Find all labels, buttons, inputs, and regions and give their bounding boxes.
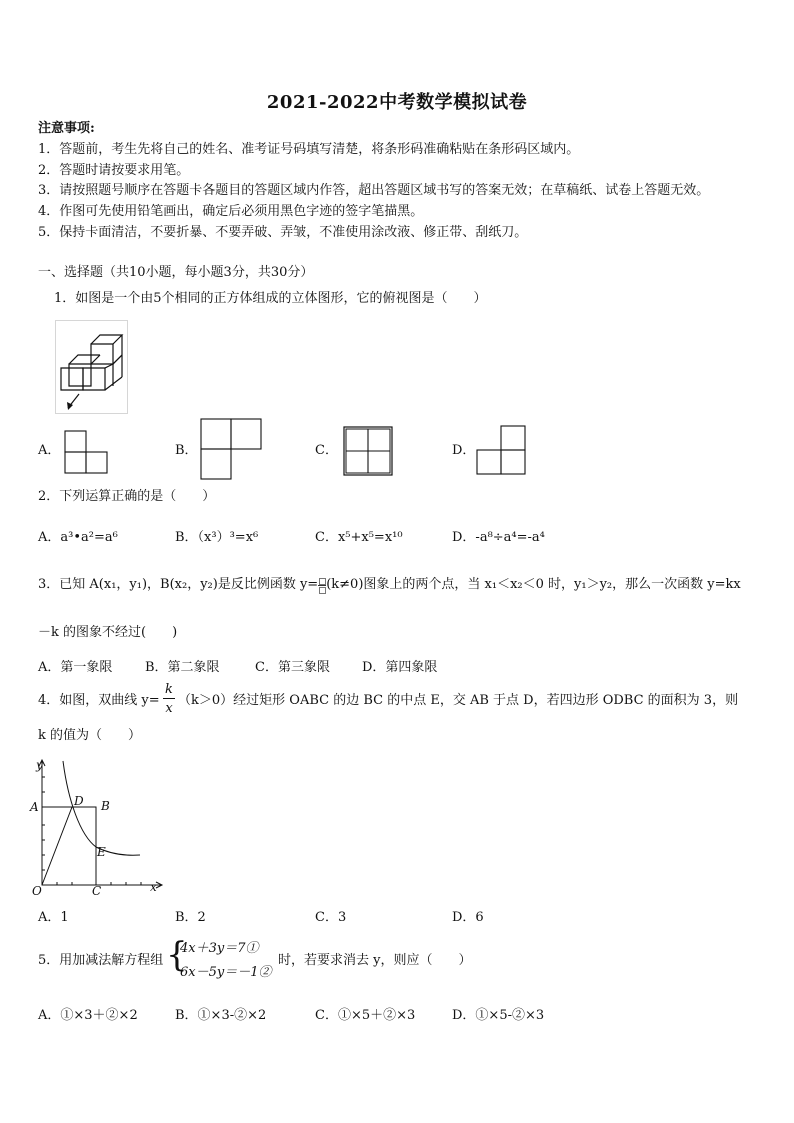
fraction-numerator: k xyxy=(165,682,173,697)
fraction-bar xyxy=(163,698,175,699)
question-2-stem: 2．下列运算正确的是（ ） xyxy=(38,489,216,504)
hyperbola-rectangle-figure xyxy=(30,755,170,898)
question-4-lead: 4．如图，双曲线 y= xyxy=(38,693,160,708)
option: C．x⁵+x⁵=x¹⁰ xyxy=(315,530,403,545)
option: A．1 xyxy=(38,910,69,925)
point-label-o: O xyxy=(32,884,42,898)
option: C．第三象限 xyxy=(255,660,330,675)
question-3-line1 xyxy=(38,577,741,593)
option: C．3 xyxy=(315,910,347,925)
equation-2: 6x－5y＝－1② xyxy=(180,965,272,980)
question-1-stem: 1．如图是一个由5个相同的正方体组成的立体图形，它的俯视图是（ ） xyxy=(54,291,487,306)
question-4-text: （k＞0）经过矩形 OABC 的边 BC 的中点 E，交 AB 于点 D，若四边形 ODBC 的面积为 3，则 xyxy=(178,693,739,708)
option-c-view xyxy=(343,426,393,476)
option: D．第四象限 xyxy=(362,660,438,675)
equation-1: 4x＋3y＝7① xyxy=(180,941,259,956)
page-title: 2021-2022中考数学模拟试卷 xyxy=(266,92,528,113)
option: D．①×5-②×3 xyxy=(452,1008,545,1023)
point-label-e: E xyxy=(97,845,106,859)
option-label: D． xyxy=(452,443,476,458)
point-label-d: D xyxy=(74,794,84,808)
option: B．第二象限 xyxy=(145,660,220,675)
question-4-line2: k 的值为（ ） xyxy=(38,728,142,743)
section-heading: 一、选择题（共10小题，每小题3分，共30分） xyxy=(38,265,314,280)
notice-item: 3．请按照题号顺序在答题卡各题目的答题区域内作答，超出答题区域书写的答案无效；在草稿纸、试卷上答题无效。 xyxy=(38,183,710,198)
option: A．第一象限 xyxy=(38,660,113,675)
notice-item: 2．答题时请按要求用笔。 xyxy=(38,163,190,178)
point-label-c: C xyxy=(92,884,102,898)
option: A．①×3＋②×2 xyxy=(38,1008,138,1023)
option: A．a³•a²=a⁶ xyxy=(38,530,118,545)
point-label-a: A xyxy=(30,800,39,814)
option-label: C． xyxy=(315,443,338,458)
option: B．（x³）³=x⁶ xyxy=(175,530,259,545)
cube-stack-figure xyxy=(55,320,130,415)
option: B．2 xyxy=(175,910,206,925)
equation-brace: { xyxy=(166,935,188,975)
notice-item: 4．作图可先使用铅笔画出，确定后必须用黑色字迹的签字笔描黑。 xyxy=(38,204,424,219)
option-label: B． xyxy=(175,443,198,458)
fraction-denominator: x xyxy=(165,701,173,716)
notice-heading: 注意事项: xyxy=(38,121,95,136)
question-5-lead: 5．用加减法解方程组 xyxy=(38,953,164,968)
axis-label-x: x xyxy=(150,880,157,894)
option: C．①×5＋②×3 xyxy=(315,1008,416,1023)
option: B．①×3-②×2 xyxy=(175,1008,267,1023)
axis-label-y: y xyxy=(36,758,43,772)
question-3-text-b: (k≠0)图象上的两个点，当 x₁＜x₂＜0 时，y₁＞y₂，那么一次函数 y=kx xyxy=(326,577,741,592)
question-5-tail: 时，若要求消去 y，则应（ ） xyxy=(278,953,472,968)
notice-item: 1．答题前，考生先将自己的姓名、准考证号码填写清楚，将条形码准确粘贴在条形码区域内。 xyxy=(38,142,580,157)
option-b-view xyxy=(200,418,262,480)
option: D．6 xyxy=(452,910,484,925)
option-label: A． xyxy=(38,443,61,458)
option-d-view xyxy=(476,425,526,475)
fraction-placeholder xyxy=(318,578,326,592)
option-a-view xyxy=(64,430,109,475)
point-label-b: B xyxy=(101,799,110,813)
question-3-line2: －k 的图象不经过( ) xyxy=(38,625,178,640)
question-3-text-a: 3．已知 A(x₁，y₁)，B(x₂，y₂)是反比例函数 y= xyxy=(38,577,319,592)
option: D．-a⁸÷a⁴=-a⁴ xyxy=(452,530,545,545)
notice-item: 5．保持卡面清洁，不要折暴、不要弄破、弄皱，不准使用涂改液、修正带、刮纸刀。 xyxy=(38,225,528,240)
